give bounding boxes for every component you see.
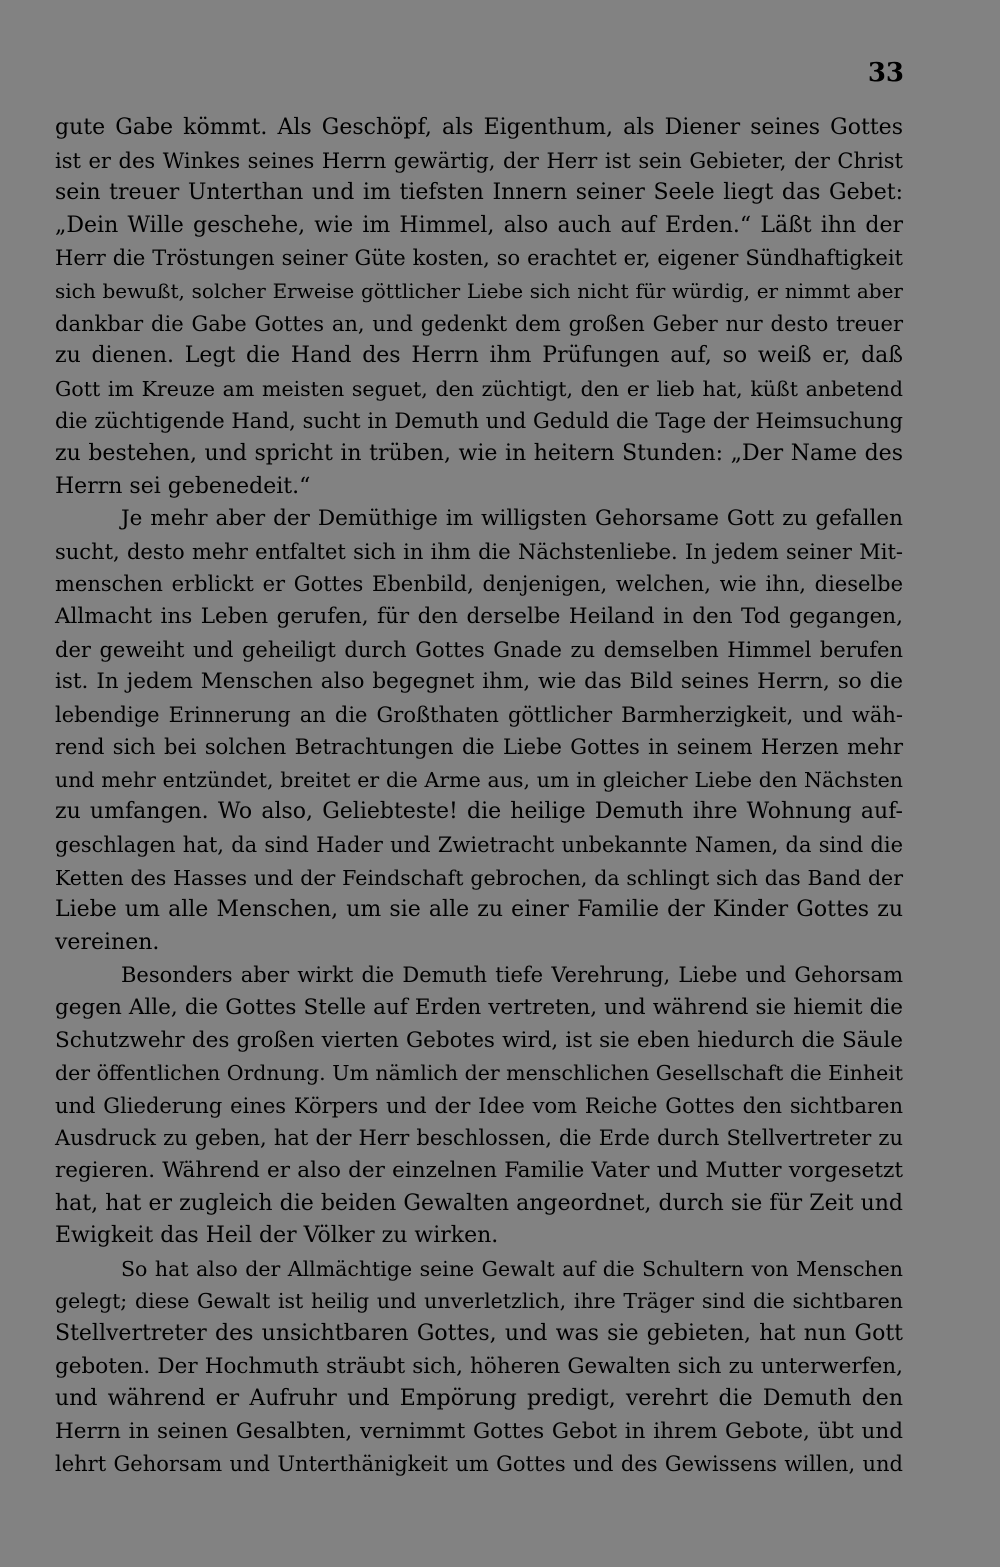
text-line: „Dein Wille geschehe, wie im Himmel, also auch auf Erden.“ Läßt ihn der	[55, 212, 903, 238]
text-line: sich bewußt, solcher Erweise göttlicher Liebe sich nicht für würdig, er nimmt aber	[55, 278, 903, 303]
text-line: der öffentlichen Ordnung. Um nämlich der menschlichen Gesellschaft die Einheit	[55, 1061, 904, 1086]
text-line: und mehr entzündet, breitet er die Arme aus, um in gleicher Liebe den Nächsten	[55, 767, 903, 792]
text-line: Je mehr aber der Demüthige im willigsten Gehorsame Gott zu gefallen	[121, 506, 903, 532]
text-line: Besonders aber wirkt die Demuth tiefe Verehrung, Liebe und Gehorsam	[121, 963, 903, 988]
text-line: ist. In jedem Menschen also begegnet ihm, wie das Bild seines Herrn, so die	[55, 669, 903, 695]
text-line: Herrn in seinen Gesalbten, vernimmt Gottes Gebot in ihrem Gebote, übt und	[55, 1418, 903, 1444]
text-line: Liebe um alle Menschen, um sie alle zu einer Familie der Kinder Gottes zu	[55, 897, 903, 923]
text-line: Stellvertreter des unsichtbaren Gottes, und was sie gebieten, hat nun Gott	[55, 1320, 903, 1346]
text-line: regieren. Während er also der einzelnen Familie Vater und Mutter vorgesetzt	[55, 1158, 903, 1183]
text-line: und während er Aufruhr und Empörung predigt, verehrt die Demuth den	[55, 1386, 903, 1412]
text-line: gelegt; diese Gewalt ist heilig und unverletzlich, ihre Träger sind die sichtbaren	[55, 1289, 903, 1314]
text-line: zu umfangen. Wo also, Geliebteste! die heilige Demuth ihre Wohnung auf-	[55, 799, 903, 825]
text-line: hat, hat er zugleich die beiden Gewalten angeordnet, durch sie für Zeit und	[55, 1190, 903, 1216]
text-line: rend sich bei solchen Betrachtungen die Liebe Gottes in seinem Herzen mehr	[55, 735, 903, 760]
text-line: dankbar die Gabe Gottes an, und gedenkt dem großen Geber nur desto treuer	[55, 311, 903, 336]
text-line: zu bestehen, und spricht in trüben, wie in heitern Stunden: „Der Name des	[55, 440, 903, 466]
page-number: 33	[867, 58, 904, 88]
text-line: Ketten des Hasses und der Feindschaft gebrochen, da schlingt sich das Band der	[55, 865, 903, 890]
text-line: vereinen.	[55, 929, 160, 955]
text-line: geboten. Der Hochmuth sträubt sich, höheren Gewalten sich zu unterwerfen,	[55, 1353, 903, 1379]
text-line: zu dienen. Legt die Hand des Herrn ihm Prüfungen auf, so weiß er, daß	[55, 343, 903, 369]
text-line: So hat also der Allmächtige seine Gewalt auf die Schultern von Menschen	[121, 1256, 903, 1281]
text-line: der geweiht und geheiligt durch Gottes Gnade zu demselben Himmel berufen	[55, 637, 903, 662]
text-line: sein treuer Unterthan und im tiefsten Innern seiner Seele liegt das Gebet:	[55, 180, 903, 206]
text-line: gute Gabe kömmt. Als Geschöpf, als Eigenthum, als Diener seines Gottes	[55, 115, 903, 140]
text-line: ist er des Winkes seines Herrn gewärtig, der Herr ist sein Gebieter, der Christ	[55, 148, 903, 173]
text-line: Gott im Kreuze am meisten seguet, den züchtigt, den er lieb hat, küßt anbetend	[55, 376, 903, 401]
text-line: sucht, desto mehr entfaltet sich in ihm die Nächstenliebe. In jedem seiner Mit-	[55, 539, 903, 564]
text-line: Ewigkeit das Heil der Völker zu wirken.	[55, 1223, 499, 1249]
text-line: menschen erblickt er Gottes Ebenbild, denjenigen, welchen, wie ihn, dieselbe	[55, 572, 903, 597]
body-text	[55, 112, 903, 1481]
text-line: Herr die Tröstungen seiner Güte kosten, so erachtet er, eigener Sündhaftigkeit	[55, 246, 903, 271]
text-line: Schutzwehr des großen vierten Gebotes wird, ist sie eben hiedurch die Säule	[55, 1027, 903, 1053]
text-line: und Gliederung eines Körpers und der Idee vom Reiche Gottes den sichtbaren	[55, 1093, 903, 1118]
text-line: geschlagen hat, da sind Hader und Zwietracht unbekannte Namen, da sind die	[55, 833, 903, 858]
text-line: lebendige Erinnerung an die Großthaten göttlicher Barmherzigkeit, und wäh-	[55, 702, 903, 727]
text-line: Herrn sei gebenedeit.“	[55, 473, 311, 499]
text-line: gegen Alle, die Gottes Stelle auf Erden vertreten, und während sie hiemit die	[55, 995, 903, 1021]
text-line: die züchtigende Hand, sucht in Demuth und Geduld die Tage der Heimsuchung	[55, 409, 903, 434]
text-line: Ausdruck zu geben, hat der Herr beschlossen, die Erde durch Stellvertreter zu	[55, 1126, 903, 1151]
text-line: Allmacht ins Leben gerufen, für den derselbe Heiland in den Tod gegangen,	[55, 603, 903, 629]
text-line: lehrt Gehorsam und Unterthänigkeit um Gottes und des Gewissens willen, und	[55, 1452, 903, 1477]
